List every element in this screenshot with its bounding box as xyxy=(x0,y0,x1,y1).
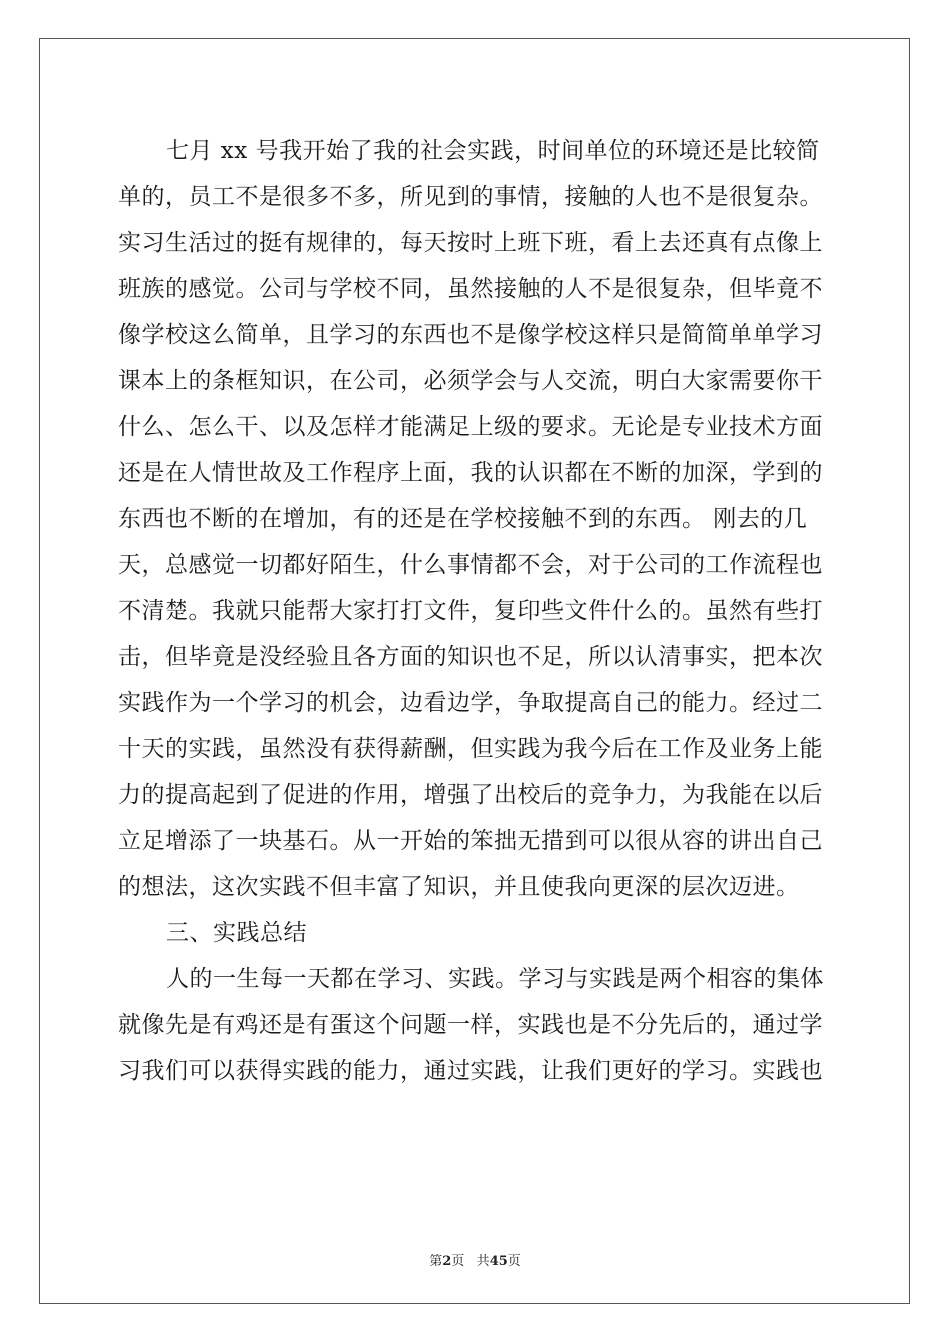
text-line: 的想法，这次实践不但丰富了知识，并且使我向更深的层次迈进。 xyxy=(118,874,800,900)
text-line: 实践作为一个学习的机会，边看边学，争取提高自己的能力。经过二 xyxy=(118,690,823,716)
text-line: 像学校这么简单，且学习的东西也不是像学校这样只是简简单单学习 xyxy=(118,322,823,348)
text-line: 什么、怎么干、以及怎样才能满足上级的要求。无论是专业技术方面 xyxy=(118,414,823,440)
text-line: 天，总感觉一切都好陌生，什么事情都不会，对于公司的工作流程也 xyxy=(118,552,823,578)
text-line: 人的一生每一天都在学习、实践。学习与实践是两个相容的集体 xyxy=(166,966,824,992)
text-line: 立足增添了一块基石。从一开始的笨拙无措到可以很从容的讲出自己 xyxy=(118,828,823,854)
text-line: 课本上的条框知识，在公司，必须学会与人交流，明白大家需要你干 xyxy=(118,368,823,394)
text-line: 东西也不断的在增加，有的还是在学校接触不到的东西。 刚去的几 xyxy=(118,506,808,532)
page-suffix: 页 xyxy=(451,1254,465,1269)
text-line: 实习生活过的挺有规律的，每天按时上班下班，看上去还真有点像上 xyxy=(118,230,823,256)
text-line: 力的提高起到了促进的作用，增强了出校后的竞争力，为我能在以后 xyxy=(118,782,823,808)
section-heading: 三、实践总结 xyxy=(166,920,307,946)
total-prefix: 共 xyxy=(476,1254,490,1269)
document-body xyxy=(118,128,838,1094)
text-line: 十天的实践，虽然没有获得薪酬，但实践为我今后在工作及业务上能 xyxy=(118,736,823,762)
text-line: 击，但毕竟是没经验且各方面的知识也不足，所以认清事实，把本次 xyxy=(118,644,823,670)
total-pages: 45 xyxy=(489,1254,508,1269)
text-line: 班族的感觉。公司与学校不同，虽然接触的人不是很复杂，但毕竟不 xyxy=(118,276,823,302)
page-number: 2 xyxy=(442,1254,452,1269)
text-line: 七月 xx 号我开始了我的社会实践，时间单位的环境还是比较简 xyxy=(166,138,820,164)
text-line: 还是在人情世故及工作程序上面，我的认识都在不断的加深，学到的 xyxy=(118,460,823,486)
total-suffix: 页 xyxy=(507,1254,521,1269)
page-prefix: 第 xyxy=(429,1254,443,1269)
text-line: 习我们可以获得实践的能力，通过实践，让我们更好的学习。实践也 xyxy=(118,1058,823,1084)
text-line: 单的，员工不是很多不多，所见到的事情，接触的人也不是很复杂。 xyxy=(118,184,823,210)
text-line: 就像先是有鸡还是有蛋这个问题一样，实践也是不分先后的，通过学 xyxy=(118,1012,823,1038)
page-footer xyxy=(0,1250,950,1269)
text-line: 不清楚。我就只能帮大家打打文件，复印些文件什么的。虽然有些打 xyxy=(118,598,823,624)
